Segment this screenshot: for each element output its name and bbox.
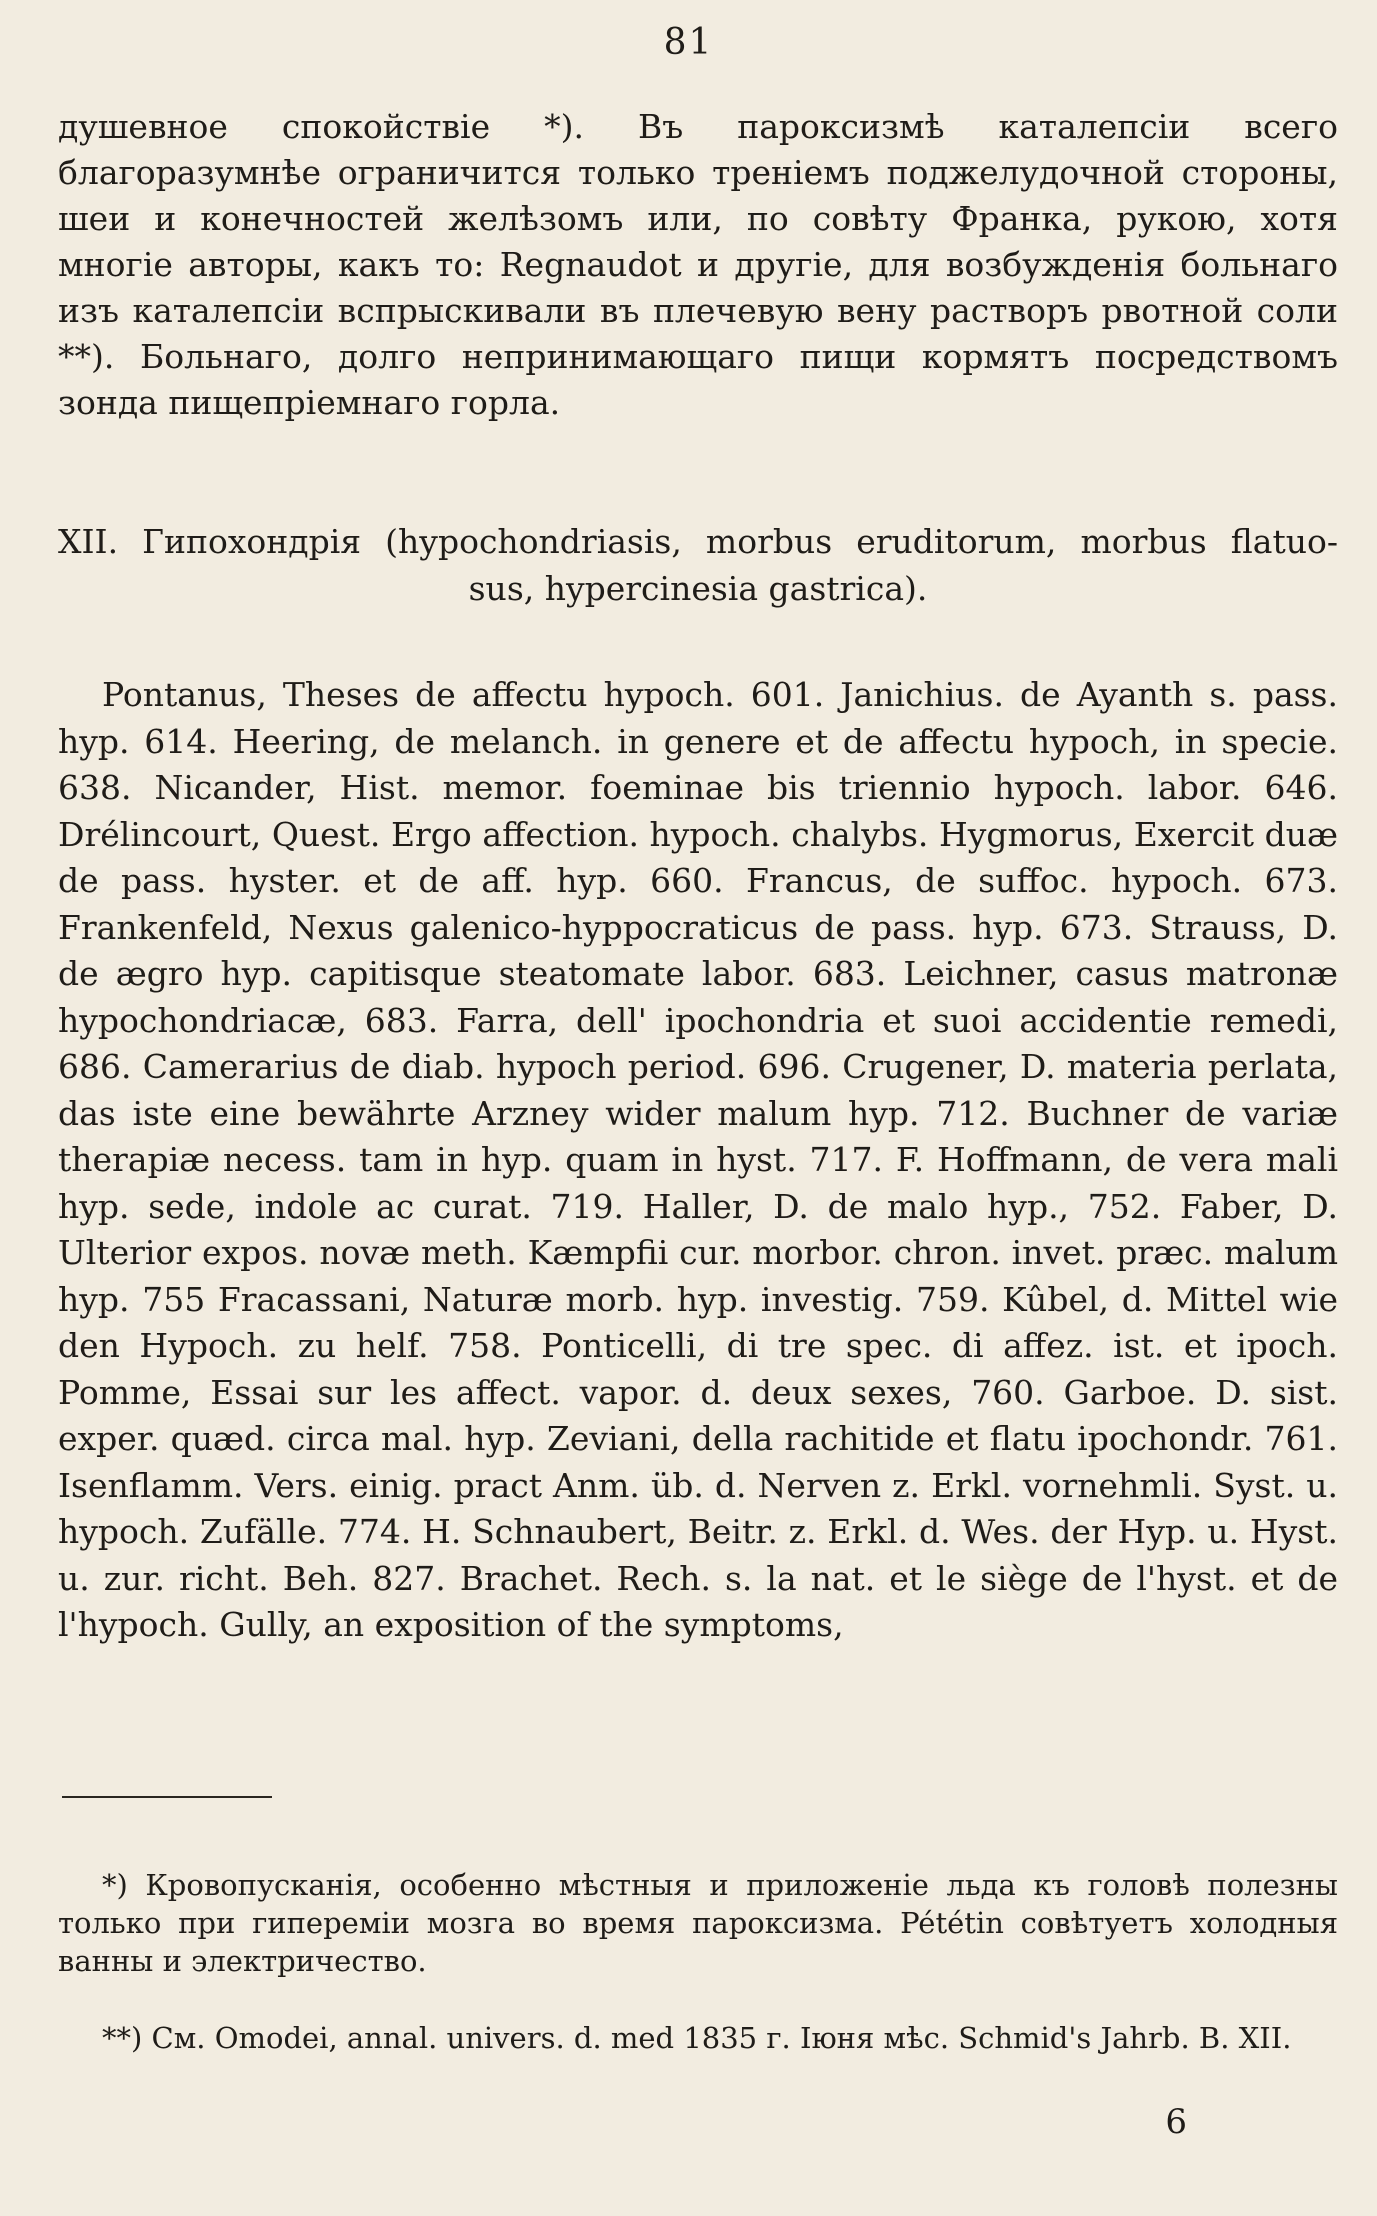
section-heading-line-1: XII. Гипохондрія (hypochondriasis, morbus eruditorum, morbus flatuo- [58, 522, 1338, 561]
body-paragraph-continued: душевное спокойствіе *). Въ пароксизмѣ каталепсіи всего благоразумнѣе ограничится только треніемъ поджелудочной стороны, шеи и конечностей желѣзомъ или, по совѣту Франка, рукою, хотя многіе авторы, какъ то: Regnaudot и другіе, для возбужденія больнаго изъ каталепсіи вспрыскивали въ плечевую вену растворъ рвотной соли **). Больнаго, долго непринимающаго пищи кормятъ посредствомъ зонда пищепріемнаго горла. [58, 107, 1338, 422]
section-heading-line-2: sus, hypercinesia gastrica). [468, 569, 928, 608]
footnote-1: *) Кровопусканія, особенно мѣстныя и приложеніе льда къ головѣ полезны только при гипереміи мозга во время пароксизма. Pététin совѣтуетъ холодныя ванны и электричество. [58, 1868, 1338, 1978]
signature-mark: 6 [1165, 2102, 1187, 2142]
section-heading [58, 518, 1338, 612]
page-number: 81 [663, 22, 714, 63]
footnote-2: **) См. Omodei, annal. univers. d. med 1835 г. Іюня мѣс. Schmid's Jahrb. B. XII. [102, 2021, 1292, 2055]
bibliography-paragraph: Pontanus, Theses de affectu hypoch. 601. Janichius. de Ayanth s. pass. hyp. 614. Heering, de melanch. in genere et de affectu hypoch, in specie. 638. Nicander, Hist. memor. foeminae bis triennio hypoch. labor. 646. Drélincourt, Quest. Ergo affection. hypoch. chalybs. Hygmorus, Exercit duæ de pass. hyster. et de aff. hyp. 660. Francus, de suffoc. hypoch. 673. Frankenfeld, Nexus galenico-hyppocraticus de pass. hyp. 673. Strauss, D. de ægro hyp. capitisque steatomate labor. 683. Leichner, casus matronæ hypochondriacæ, 683. Farra, dell' ipochondria et suoi accidentie remedi, 686. Camerarius de diab. hypoch period. 696. Crugener, D. materia perlata, das iste eine bewährte Arzney wider malum hyp. 712. Buchner de variæ therapiæ necess. tam in hyp. quam in hyst. 717. F. Hoffmann, de vera mali hyp. sede, indole ac curat. 719. Haller, D. de malo hyp., 752. Faber, D. Ulterior expos. novæ meth. Kæmpfii cur. morbor. chron. invet. præc. malum hyp. 755 Fracassani, Naturæ morb. hyp. investig. 759. Kûbel, d. Mittel wie den Hypoch. zu helf. 758. Ponticelli, di tre spec. di affez. ist. et ipoch. Pomme, Essai sur les affect. vapor. d. deux sexes, 760. Garboe. D. sist. exper. quæd. circa mal. hyp. Zeviani, della rachitide et flatu ipochondr. 761. Isenflamm. Vers. einig. pract Anm. üb. d. Nerven z. Erkl. vornehmli. Syst. u. hypoch. Zufälle. 774. H. Schnaubert, Beitr. z. Erkl. d. Wes. der Hyp. u. Hyst. u. zur. richt. Beh. 827. Brachet. Rech. s. la nat. et le siège de l'hyst. et de l'hypoch. Gully, an exposition of the symptoms, [58, 675, 1338, 1644]
footnote-separator [62, 1796, 272, 1798]
